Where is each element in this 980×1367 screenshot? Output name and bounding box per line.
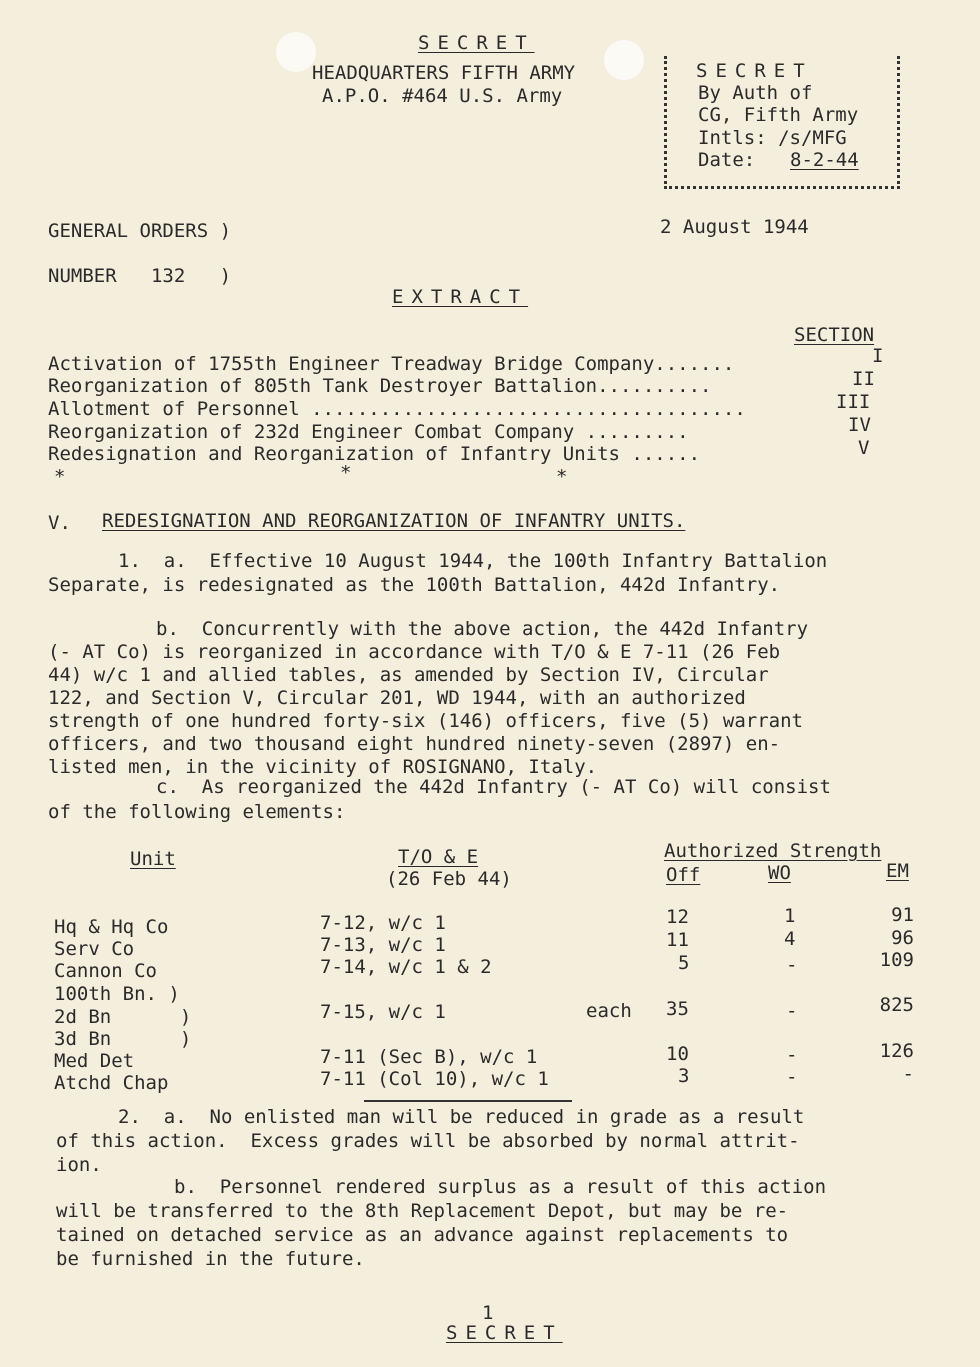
order-number: NUMBER 132 ) [48,265,232,287]
row-wo: - [786,1000,798,1022]
toc-num-5: V [858,437,870,459]
each-label: each [586,1000,632,1022]
p1b-line-7: listed men, in the vicinity of ROSIGNANO, Italy. [48,756,598,778]
row-unit: Hq & Hq Co [54,916,169,938]
row-off: 35 [666,998,689,1020]
toc-num-2: II [852,368,875,390]
toc-item-3: Allotment of Personnel ...................................... [48,398,746,420]
p1b-line-4: 122, and Section V, Circular 201, WD 1944, with an authorized [48,687,746,709]
section-v-title: REDESIGNATION AND REORGANIZATION OF INFANTRY UNITS. [102,510,686,532]
apo-line: A.P.O. #464 U.S. Army [322,85,563,107]
order-date: 2 August 1944 [660,216,809,238]
p1c-line-1: c. As reorganized the 442d Infantry (- AT Co) will consist [156,776,831,798]
table-bottom-rule [364,1100,572,1102]
table-header-auth: Authorized Strength [664,840,882,862]
toc-section-header: SECTION [794,324,875,346]
p2a-line-2: of this action. Excess grades will be absorbed by normal attrit- [56,1130,800,1152]
star-1: * [54,466,66,488]
toc-num-3: III [836,391,871,413]
table-header-toe: T/O & E [398,846,479,868]
row-wo: 4 [784,928,796,950]
p1b-line-6: officers, and two thousand eight hundred ninety-seven (2897) en- [48,733,781,755]
stamp-initials: Intls: /s/MFG [698,127,847,149]
row-unit: Cannon Co [54,960,157,982]
p2b-line-2: will be transferred to the 8th Replacement Depot, but may be re- [56,1200,789,1222]
stamp-date-value: 8-2-44 [790,149,859,171]
punch-hole-right [604,40,644,80]
star-2: * [340,462,352,484]
row-toe: 7-11 (Sec B), w/c 1 [320,1046,538,1068]
toc-item-1: Activation of 1755th Engineer Treadway Bridge Company....... [48,353,735,375]
classification-bottom: SECRET [446,1322,563,1344]
row-em: - [902,1063,914,1085]
p2b-line-4: be furnished in the future. [56,1248,365,1270]
table-header-toe-sub: (26 Feb 44) [386,868,512,890]
table-header-wo: WO [768,862,791,884]
row-off: 12 [666,906,689,928]
p2a-line-1: 2. a. No enlisted man will be reduced in grade as a result [118,1106,805,1128]
toc-item-2: Reorganization of 805th Tank Destroyer Battalion.......... [48,375,712,397]
toc-num-1: I [872,345,884,367]
row-wo: - [786,1066,798,1088]
p1b-line-3: 44) w/c 1 and allied tables, as amended by Section IV, Circular [48,664,769,686]
general-orders: GENERAL ORDERS ) [48,220,232,242]
star-3: * [556,466,568,488]
page-number: 1 [482,1302,494,1324]
p1c-line-2: of the following elements: [48,801,346,823]
row-toe: 7-15, w/c 1 [320,1001,446,1023]
p2a-line-3: ion. [56,1154,102,1176]
stamp-secret: SECRET [696,60,813,82]
hq-line: HEADQUARTERS FIFTH ARMY [312,62,576,84]
row-em: 126 [879,1040,914,1062]
p1b-line-1: b. Concurrently with the above action, the 442d Infantry [156,618,809,640]
row-toe: 7-13, w/c 1 [320,934,446,956]
row-off: 10 [666,1043,689,1065]
toc-num-4: IV [848,414,871,436]
toc-item-4: Reorganization of 232d Engineer Combat Company ......... [48,421,689,443]
p1a-line-2: Separate, is redesignated as the 100th Battalion, 442d Infantry. [48,574,781,596]
row-unit: 3d Bn ) [54,1028,192,1050]
stamp-cg: CG, Fifth Army [698,104,859,126]
row-toe: 7-14, w/c 1 & 2 [320,956,492,978]
extract-title: EXTRACT [392,286,529,308]
row-unit: Atchd Chap [54,1072,169,1094]
row-off: 3 [678,1065,690,1087]
row-unit: Med Det [54,1050,135,1072]
row-em: 91 [891,904,914,926]
p1a-line-1: 1. a. Effective 10 August 1944, the 100th Infantry Battalion [118,550,828,572]
stamp-date-label: Date: [698,149,756,171]
punch-hole-left [276,32,316,72]
row-off: 11 [666,929,689,951]
row-toe: 7-12, w/c 1 [320,912,446,934]
row-wo: 1 [784,905,796,927]
row-wo: - [786,954,798,976]
section-v-num: V. [48,512,71,534]
row-off: 5 [678,952,690,974]
row-em: 109 [879,949,914,971]
p2b-line-3: tained on detached service as an advance against replacements to [56,1224,789,1246]
row-toe: 7-11 (Col 10), w/c 1 [320,1068,549,1090]
p1b-line-2: (- AT Co) is reorganized in accordance with T/O & E 7-11 (26 Feb [48,641,781,663]
toc-item-5: Redesignation and Reorganization of Infantry Units ...... [48,443,701,465]
row-unit: 100th Bn. ) [54,983,180,1005]
table-header-unit: Unit [130,848,176,870]
row-unit: Serv Co [54,938,135,960]
stamp-auth: By Auth of [698,82,813,104]
classification-top: SECRET [418,32,535,54]
table-header-off: Off [666,864,701,886]
row-em: 825 [879,994,914,1016]
row-wo: - [786,1044,798,1066]
table-header-em: EM [886,860,909,882]
p2b-line-1: b. Personnel rendered surplus as a result of this action [174,1176,827,1198]
row-em: 96 [891,927,914,949]
p1b-line-5: strength of one hundred forty-six (146) officers, five (5) warrant [48,710,803,732]
row-unit: 2d Bn ) [54,1006,192,1028]
